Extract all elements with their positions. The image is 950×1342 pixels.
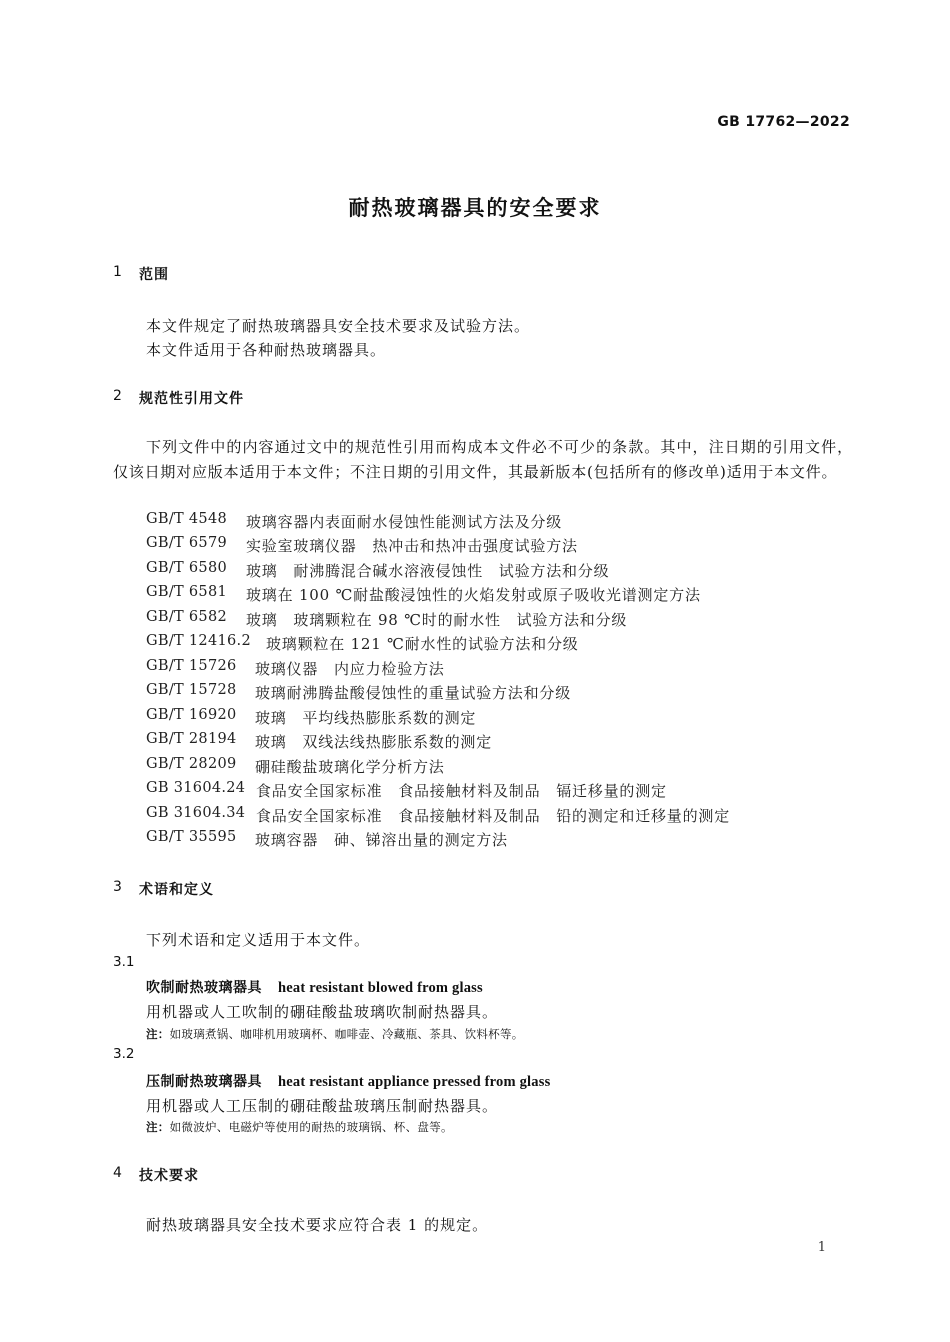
section-1-number: 1 xyxy=(113,264,122,280)
reference-code: GB/T 28194 xyxy=(146,731,237,747)
reference-title: 玻璃容器内表面耐水侵蚀性能测试方法及分级 xyxy=(246,513,563,531)
reference-item xyxy=(146,780,667,800)
reference-title: 玻璃 玻璃颗粒在 98 ℃时的耐水性 试验方法和分级 xyxy=(246,611,628,629)
reference-code: GB/T 6582 xyxy=(146,609,228,625)
clause-number: 3.2 xyxy=(113,1046,135,1062)
reference-code: GB/T 12416.2 xyxy=(146,633,251,649)
reference-title: 硼硅酸盐玻璃化学分析方法 xyxy=(255,758,445,776)
section-2-heading: 规范性引用文件 xyxy=(139,391,244,407)
reference-title: 玻璃耐沸腾盐酸侵蚀性的重量试验方法和分级 xyxy=(255,684,572,702)
reference-title: 玻璃 双线法线热膨胀系数的测定 xyxy=(255,733,493,751)
normative-intro-paragraph: 下列文件中的内容通过文中的规范性引用而构成本文件必不可少的条款。其中，注日期的引用文件，仅该日期对应版本适用于本文件；不注日期的引用文件，其最新版本(包括所有的修改单)适用于本文件。 xyxy=(113,438,853,481)
term-english: heat resistant appliance pressed from glass xyxy=(278,1074,551,1090)
reference-item xyxy=(146,805,731,825)
reference-item xyxy=(146,633,579,653)
page-number: 1 xyxy=(817,1240,826,1255)
reference-title: 食品安全国家标准 食品接触材料及制品 铅的测定和迁移量的测定 xyxy=(256,807,731,825)
reference-code: GB/T 4548 xyxy=(146,511,228,527)
reference-title: 玻璃仪器 内应力检验方法 xyxy=(255,660,445,678)
reference-item xyxy=(146,609,628,629)
scope-paragraph: 本文件适用于各种耐热玻璃器具。 xyxy=(146,341,387,359)
reference-item xyxy=(146,731,493,751)
standard-number: GB 17762—2022 xyxy=(717,114,850,130)
reference-code: GB 31604.34 xyxy=(146,805,246,821)
term-definition: 用机器或人工吹制的硼硅酸盐玻璃吹制耐热器具。 xyxy=(146,1003,499,1021)
reference-item xyxy=(146,584,701,604)
reference-item xyxy=(146,535,578,555)
reference-title: 食品安全国家标准 食品接触材料及制品 镉迁移量的测定 xyxy=(256,782,667,800)
reference-title: 玻璃 平均线热膨胀系数的测定 xyxy=(255,709,477,727)
section-4-heading: 技术要求 xyxy=(139,1168,199,1184)
reference-code: GB/T 16920 xyxy=(146,707,237,723)
note-label: 注： xyxy=(146,1027,170,1041)
reference-item xyxy=(146,829,508,849)
reference-item xyxy=(146,707,477,727)
reference-item xyxy=(146,658,445,678)
reference-code: GB 31604.24 xyxy=(146,780,246,796)
reference-title: 玻璃在 100 ℃耐盐酸浸蚀性的火焰发射或原子吸收光谱测定方法 xyxy=(246,586,701,604)
term-chinese: 吹制耐热玻璃器具 xyxy=(146,980,262,996)
note-text: 如玻璃煮锅、咖啡机用玻璃杯、咖啡壶、冷藏瓶、茶具、饮料杯等。 xyxy=(169,1027,524,1041)
reference-code: GB/T 6581 xyxy=(146,584,228,600)
note-label: 注： xyxy=(146,1120,170,1134)
reference-item xyxy=(146,560,610,580)
note-text: 如微波炉、电磁炉等使用的耐热的玻璃锅、杯、盘等。 xyxy=(169,1120,453,1134)
term-definition: 用机器或人工压制的硼硅酸盐玻璃压制耐热器具。 xyxy=(146,1097,499,1115)
reference-item xyxy=(146,756,445,776)
reference-code: GB/T 6580 xyxy=(146,560,228,576)
term-entry xyxy=(146,1071,550,1091)
document-title: 耐热玻璃器具的安全要求 xyxy=(348,196,602,220)
clause-number: 3.1 xyxy=(113,954,135,970)
term-entry xyxy=(146,977,483,997)
requirements-paragraph: 耐热玻璃器具安全技术要求应符合表 1 的规定。 xyxy=(146,1216,489,1234)
reference-code: GB/T 15728 xyxy=(146,682,237,698)
section-2-number: 2 xyxy=(113,388,122,404)
reference-item xyxy=(146,511,563,531)
section-4-number: 4 xyxy=(113,1165,122,1181)
terms-intro: 下列术语和定义适用于本文件。 xyxy=(146,931,371,949)
section-3-number: 3 xyxy=(113,879,122,895)
section-1-heading: 范围 xyxy=(139,267,169,283)
reference-title: 玻璃容器 砷、锑溶出量的测定方法 xyxy=(255,831,508,849)
reference-title: 玻璃颗粒在 121 ℃耐水性的试验方法和分级 xyxy=(266,635,579,653)
reference-code: GB/T 6579 xyxy=(146,535,228,551)
scope-paragraph: 本文件规定了耐热玻璃器具安全技术要求及试验方法。 xyxy=(146,317,531,335)
term-note xyxy=(146,1119,453,1135)
reference-item xyxy=(146,682,572,702)
reference-code: GB/T 15726 xyxy=(146,658,237,674)
reference-title: 玻璃 耐沸腾混合碱水溶液侵蚀性 试验方法和分级 xyxy=(246,562,610,580)
reference-title: 实验室玻璃仪器 热冲击和热冲击强度试验方法 xyxy=(246,537,578,555)
reference-code: GB/T 28209 xyxy=(146,756,237,772)
reference-code: GB/T 35595 xyxy=(146,829,237,845)
term-chinese: 压制耐热玻璃器具 xyxy=(146,1074,262,1090)
section-3-heading: 术语和定义 xyxy=(139,882,214,898)
term-note xyxy=(146,1026,524,1042)
term-english: heat resistant blowed from glass xyxy=(278,980,483,996)
